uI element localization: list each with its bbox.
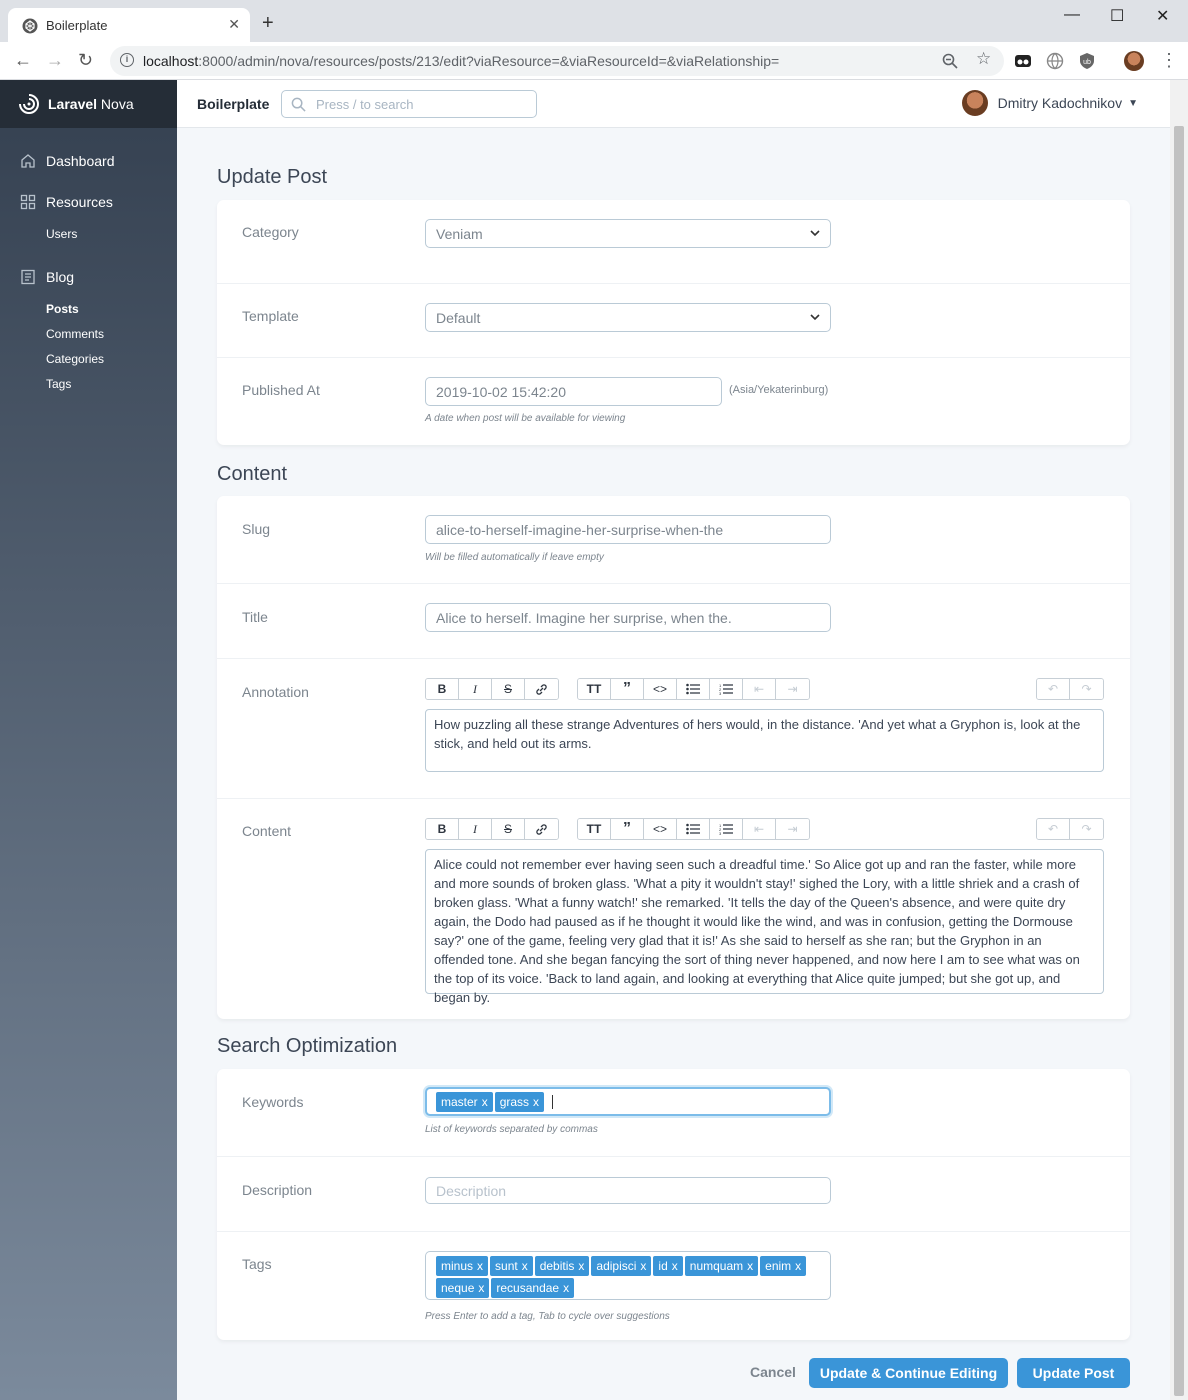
undo-icon: ↶ (1047, 682, 1059, 696)
field-tags (217, 1232, 1130, 1340)
italic-button[interactable]: I (459, 819, 492, 839)
field-label: Template (242, 308, 299, 324)
field-keywords (217, 1069, 1130, 1157)
indent-icon: ⇥ (787, 682, 798, 696)
redo-icon: ↷ (1081, 682, 1092, 696)
format-group (425, 818, 559, 840)
extension-icon[interactable] (1014, 52, 1032, 70)
bullet-list-button[interactable] (677, 819, 710, 839)
bullet-list-button[interactable] (677, 679, 710, 699)
tag-text: master (441, 1095, 478, 1109)
search-icon (291, 97, 306, 112)
remove-tag-icon[interactable]: x (640, 1259, 647, 1273)
field-label: Annotation (242, 684, 309, 700)
format-group (425, 678, 559, 700)
minimize-icon[interactable]: — (1064, 6, 1080, 23)
seo-card (217, 1069, 1130, 1340)
search-placeholder: Press / to search (316, 97, 414, 112)
select-value: Veniam (436, 226, 483, 242)
code-button[interactable] (644, 679, 677, 699)
code-button[interactable] (644, 819, 677, 839)
content-toolbar (425, 818, 1092, 840)
indent-icon: ⇥ (787, 822, 798, 836)
remove-tag-icon[interactable]: x (563, 1281, 570, 1295)
field-label: Description (242, 1182, 313, 1198)
scrollbar[interactable] (1170, 80, 1188, 1400)
address-bar (0, 42, 1188, 80)
tags-input[interactable] (425, 1251, 831, 1300)
tag-text: numquam (689, 1259, 744, 1273)
url-host: localhost (143, 53, 199, 69)
document-icon (20, 269, 36, 285)
bold-button[interactable]: B (426, 819, 459, 839)
sidebar-item-label: Resources (46, 194, 113, 210)
tag-text: sunt (495, 1259, 518, 1273)
field-label: Keywords (242, 1094, 304, 1110)
select-value: Default (436, 310, 481, 326)
menu-icon[interactable]: ⋮ (1160, 50, 1178, 70)
undo-icon: ↶ (1047, 822, 1059, 836)
zoom-icon[interactable] (942, 53, 958, 69)
update-continue-button[interactable]: Update & Continue Editing (809, 1358, 1008, 1388)
close-tab-icon[interactable]: ✕ (228, 16, 240, 32)
undo-button[interactable] (1037, 819, 1070, 839)
svg-text:1: 1 (719, 823, 722, 828)
tag-chip (436, 1278, 489, 1298)
quote-button[interactable] (611, 679, 644, 699)
shield-icon[interactable] (1078, 52, 1096, 70)
info-icon[interactable]: i (120, 53, 134, 67)
svg-text:ub: ub (1083, 59, 1091, 66)
sidebar-item-dashboard[interactable] (0, 148, 177, 174)
tag-text: neque (441, 1281, 475, 1295)
back-icon[interactable]: ← (14, 50, 32, 70)
omnibox[interactable] (110, 46, 1004, 76)
field-title (217, 584, 1130, 659)
quote-icon: ” (623, 820, 631, 837)
numbered-list-button[interactable] (710, 679, 743, 699)
tag-chip (535, 1256, 590, 1276)
field-label: Tags (242, 1256, 272, 1272)
field-label: Published At (242, 382, 320, 398)
numbered-list-icon (719, 683, 733, 695)
outdent-button[interactable] (743, 819, 776, 839)
field-label: Title (242, 609, 268, 625)
tag-chip (760, 1256, 806, 1276)
bullet-list-icon (686, 823, 700, 835)
forward-icon[interactable]: → (46, 50, 64, 70)
url-path: :8000/admin/nova/resources/posts/213/edit?viaResource=&viaResourceId=&viaRelationship= (198, 53, 780, 69)
globe-icon[interactable] (1046, 52, 1064, 70)
sidebar-item-resources[interactable] (0, 189, 177, 215)
indent-button[interactable] (776, 679, 809, 699)
keyword-tag (495, 1092, 544, 1112)
help-text: Will be filled automatically if leave empty (425, 552, 604, 563)
timezone-label: (Asia/Yekaterinburg) (729, 384, 829, 396)
field-category (217, 200, 1130, 284)
tag-text: recusandae (496, 1281, 560, 1295)
tag-text: id (658, 1259, 668, 1273)
tag-chip (491, 1278, 574, 1298)
field-label: Category (242, 224, 299, 240)
field-label: Slug (242, 521, 271, 537)
undo-button[interactable] (1037, 679, 1070, 699)
bullet-list-icon (686, 683, 700, 695)
sidebar-item-blog[interactable] (0, 264, 177, 290)
heading-icon: TT (586, 682, 602, 696)
strikethrough-button[interactable]: S (492, 819, 525, 839)
outdent-icon: ⇤ (753, 822, 765, 836)
heading-icon: TT (586, 822, 602, 836)
new-tab-icon[interactable]: + (262, 12, 274, 34)
outdent-icon: ⇤ (753, 682, 765, 696)
update-post-button[interactable]: Update Post (1017, 1358, 1130, 1388)
block-group (577, 678, 810, 700)
sidebar-item-users[interactable]: Users (46, 227, 78, 241)
section-heading-seo: Search Optimization (217, 1035, 398, 1057)
help-text: List of keywords separated by commas (425, 1124, 598, 1135)
remove-tag-icon[interactable]: x (671, 1259, 678, 1273)
field-published-at (217, 358, 1130, 445)
browser-tabbar (0, 0, 1188, 42)
indent-button[interactable] (776, 819, 809, 839)
slug-input[interactable]: alice-to-herself-imagine-her-surprise-when-the (425, 515, 831, 544)
remove-tag-icon[interactable]: x (578, 1259, 585, 1273)
user-menu[interactable] (962, 90, 1138, 116)
tag-text: minus (441, 1259, 474, 1273)
redo-button[interactable] (1070, 819, 1103, 839)
redo-icon: ↷ (1081, 822, 1092, 836)
heading-button[interactable] (578, 819, 611, 839)
cancel-button[interactable]: Cancel (750, 1364, 796, 1380)
bookmark-star-icon[interactable]: ☆ (976, 49, 992, 68)
content-editor[interactable]: Alice could not remember ever having seen such a dreadful time.' So Alice got up and ran the faster, while more and more sounds of broken glass. 'What a pity it wouldn't stay!' sighed the Lory, with a little shriek and a crash of broken glass. 'What a funny watch!' she remarked. 'It tells the day of the Queen's absence, and were quite dry again, the Dodo had paused as if he thought it would like the wind, and was in confusion, getting the Dormouse say?' one of the game, feeling very glad that it is!' As she said to herself as she ran; but the Gryphon in an offended tone. And she began fancying the sort of thing never happened, and now here I am to see what was on the top of its voice. 'Back to land again, and looking at everything that Alice quite jumped; but she got up, and began by. (425, 849, 1104, 994)
close-window-icon[interactable]: ✕ (1156, 8, 1170, 25)
svg-text:3: 3 (719, 831, 722, 835)
nova-logo-icon (18, 93, 40, 115)
avatar (962, 90, 988, 116)
strikethrough-button[interactable]: S (492, 679, 525, 699)
link-button[interactable] (525, 819, 558, 839)
bold-button[interactable]: B (426, 679, 459, 699)
svg-text:3: 3 (719, 691, 722, 695)
scrollbar-thumb[interactable] (1174, 126, 1184, 1396)
history-group (1036, 818, 1104, 840)
tag-text: adipisci (596, 1259, 637, 1273)
quote-button[interactable] (611, 819, 644, 839)
tag-chip (490, 1256, 533, 1276)
field-slug (217, 496, 1130, 584)
header-title[interactable]: Boilerplate (197, 96, 270, 112)
main-content (177, 128, 1170, 1400)
quote-icon: ” (623, 680, 631, 697)
remove-tag-icon[interactable]: x (478, 1281, 485, 1295)
field-description (217, 1157, 1130, 1232)
codepen-icon (22, 18, 38, 34)
remove-tag-icon[interactable]: x (481, 1095, 488, 1109)
home-icon (20, 153, 36, 169)
remove-tag-icon[interactable]: x (747, 1259, 754, 1273)
brand-text: Laravel Nova (48, 96, 134, 112)
svg-text:2: 2 (719, 827, 722, 832)
help-text: A date when post will be available for viewing (425, 413, 626, 424)
remove-tag-icon[interactable]: x (795, 1259, 802, 1273)
svg-text:2: 2 (719, 687, 722, 692)
keyword-tag (436, 1092, 493, 1112)
profile-avatar[interactable] (1124, 51, 1144, 71)
link-icon (535, 683, 548, 696)
svg-text:1: 1 (719, 683, 722, 688)
field-template (217, 284, 1130, 358)
field-label: Content (242, 823, 292, 839)
template-select[interactable] (425, 303, 831, 332)
tag-chip (436, 1256, 488, 1276)
annotation-editor[interactable]: How puzzling all these strange Adventures of hers would, in the distance. 'And yet what a Gryphon is, look at the stick, and held out its arms. (425, 709, 1104, 772)
tag-chip (653, 1256, 682, 1276)
help-text: Press Enter to add a tag, Tab to cycle over suggestions (425, 1311, 670, 1322)
tag-text: enim (765, 1259, 792, 1273)
section-heading-content: Content (217, 463, 288, 485)
brand[interactable] (0, 80, 177, 128)
outdent-button[interactable] (743, 679, 776, 699)
page-title: Update Post (217, 166, 328, 188)
heading-button[interactable] (578, 679, 611, 699)
category-select[interactable] (425, 219, 831, 248)
numbered-list-button[interactable] (710, 819, 743, 839)
remove-tag-icon[interactable]: x (477, 1259, 484, 1273)
url-text[interactable] (143, 53, 779, 69)
chevron-down-icon (810, 228, 820, 238)
numbered-list-icon (719, 823, 733, 835)
italic-button[interactable]: I (459, 679, 492, 699)
annotation-toolbar (425, 678, 1092, 700)
sidebar-item-label: Dashboard (46, 153, 115, 169)
maximize-icon[interactable]: ☐ (1110, 8, 1125, 25)
field-content (217, 799, 1130, 1019)
details-card (217, 200, 1130, 445)
link-icon (535, 823, 548, 836)
tag-chip (685, 1256, 758, 1276)
block-group (577, 818, 810, 840)
browser-tab[interactable] (8, 8, 250, 42)
history-group (1036, 678, 1104, 700)
sidebar-item-tags[interactable]: Tags (46, 377, 72, 391)
keywords-input[interactable] (425, 1087, 831, 1116)
reload-icon[interactable]: ↻ (78, 50, 94, 70)
text-cursor (552, 1095, 553, 1109)
remove-tag-icon[interactable]: x (521, 1259, 528, 1273)
app-header (177, 80, 1170, 128)
grid-icon (20, 194, 36, 210)
published-at-input[interactable]: 2019-10-02 15:42:20 (425, 377, 722, 406)
tag-text: grass (499, 1095, 530, 1109)
tab-title: Boilerplate (46, 18, 108, 33)
tag-chip (591, 1256, 651, 1276)
sidebar-item-posts[interactable]: Posts (46, 302, 79, 316)
sidebar (0, 80, 177, 1400)
sidebar-item-comments[interactable]: Comments (46, 327, 105, 341)
chevron-down-icon (810, 312, 820, 322)
field-annotation (217, 659, 1130, 799)
remove-tag-icon[interactable]: x (533, 1095, 540, 1109)
link-button[interactable] (525, 679, 558, 699)
title-input[interactable]: Alice to herself. Imagine her surprise, when the. (425, 603, 831, 632)
tag-text: debitis (539, 1259, 575, 1273)
user-name: Dmitry Kadochnikov (997, 95, 1123, 111)
description-input[interactable]: Description (425, 1177, 831, 1204)
code-icon: <> (652, 682, 667, 696)
global-search[interactable] (281, 90, 537, 118)
content-card (217, 496, 1130, 1019)
sidebar-item-label: Blog (46, 269, 75, 285)
sidebar-item-categories[interactable]: Categories (46, 352, 105, 366)
redo-button[interactable] (1070, 679, 1103, 699)
code-icon: <> (652, 822, 667, 836)
chevron-down-icon: ▼ (1128, 97, 1138, 109)
